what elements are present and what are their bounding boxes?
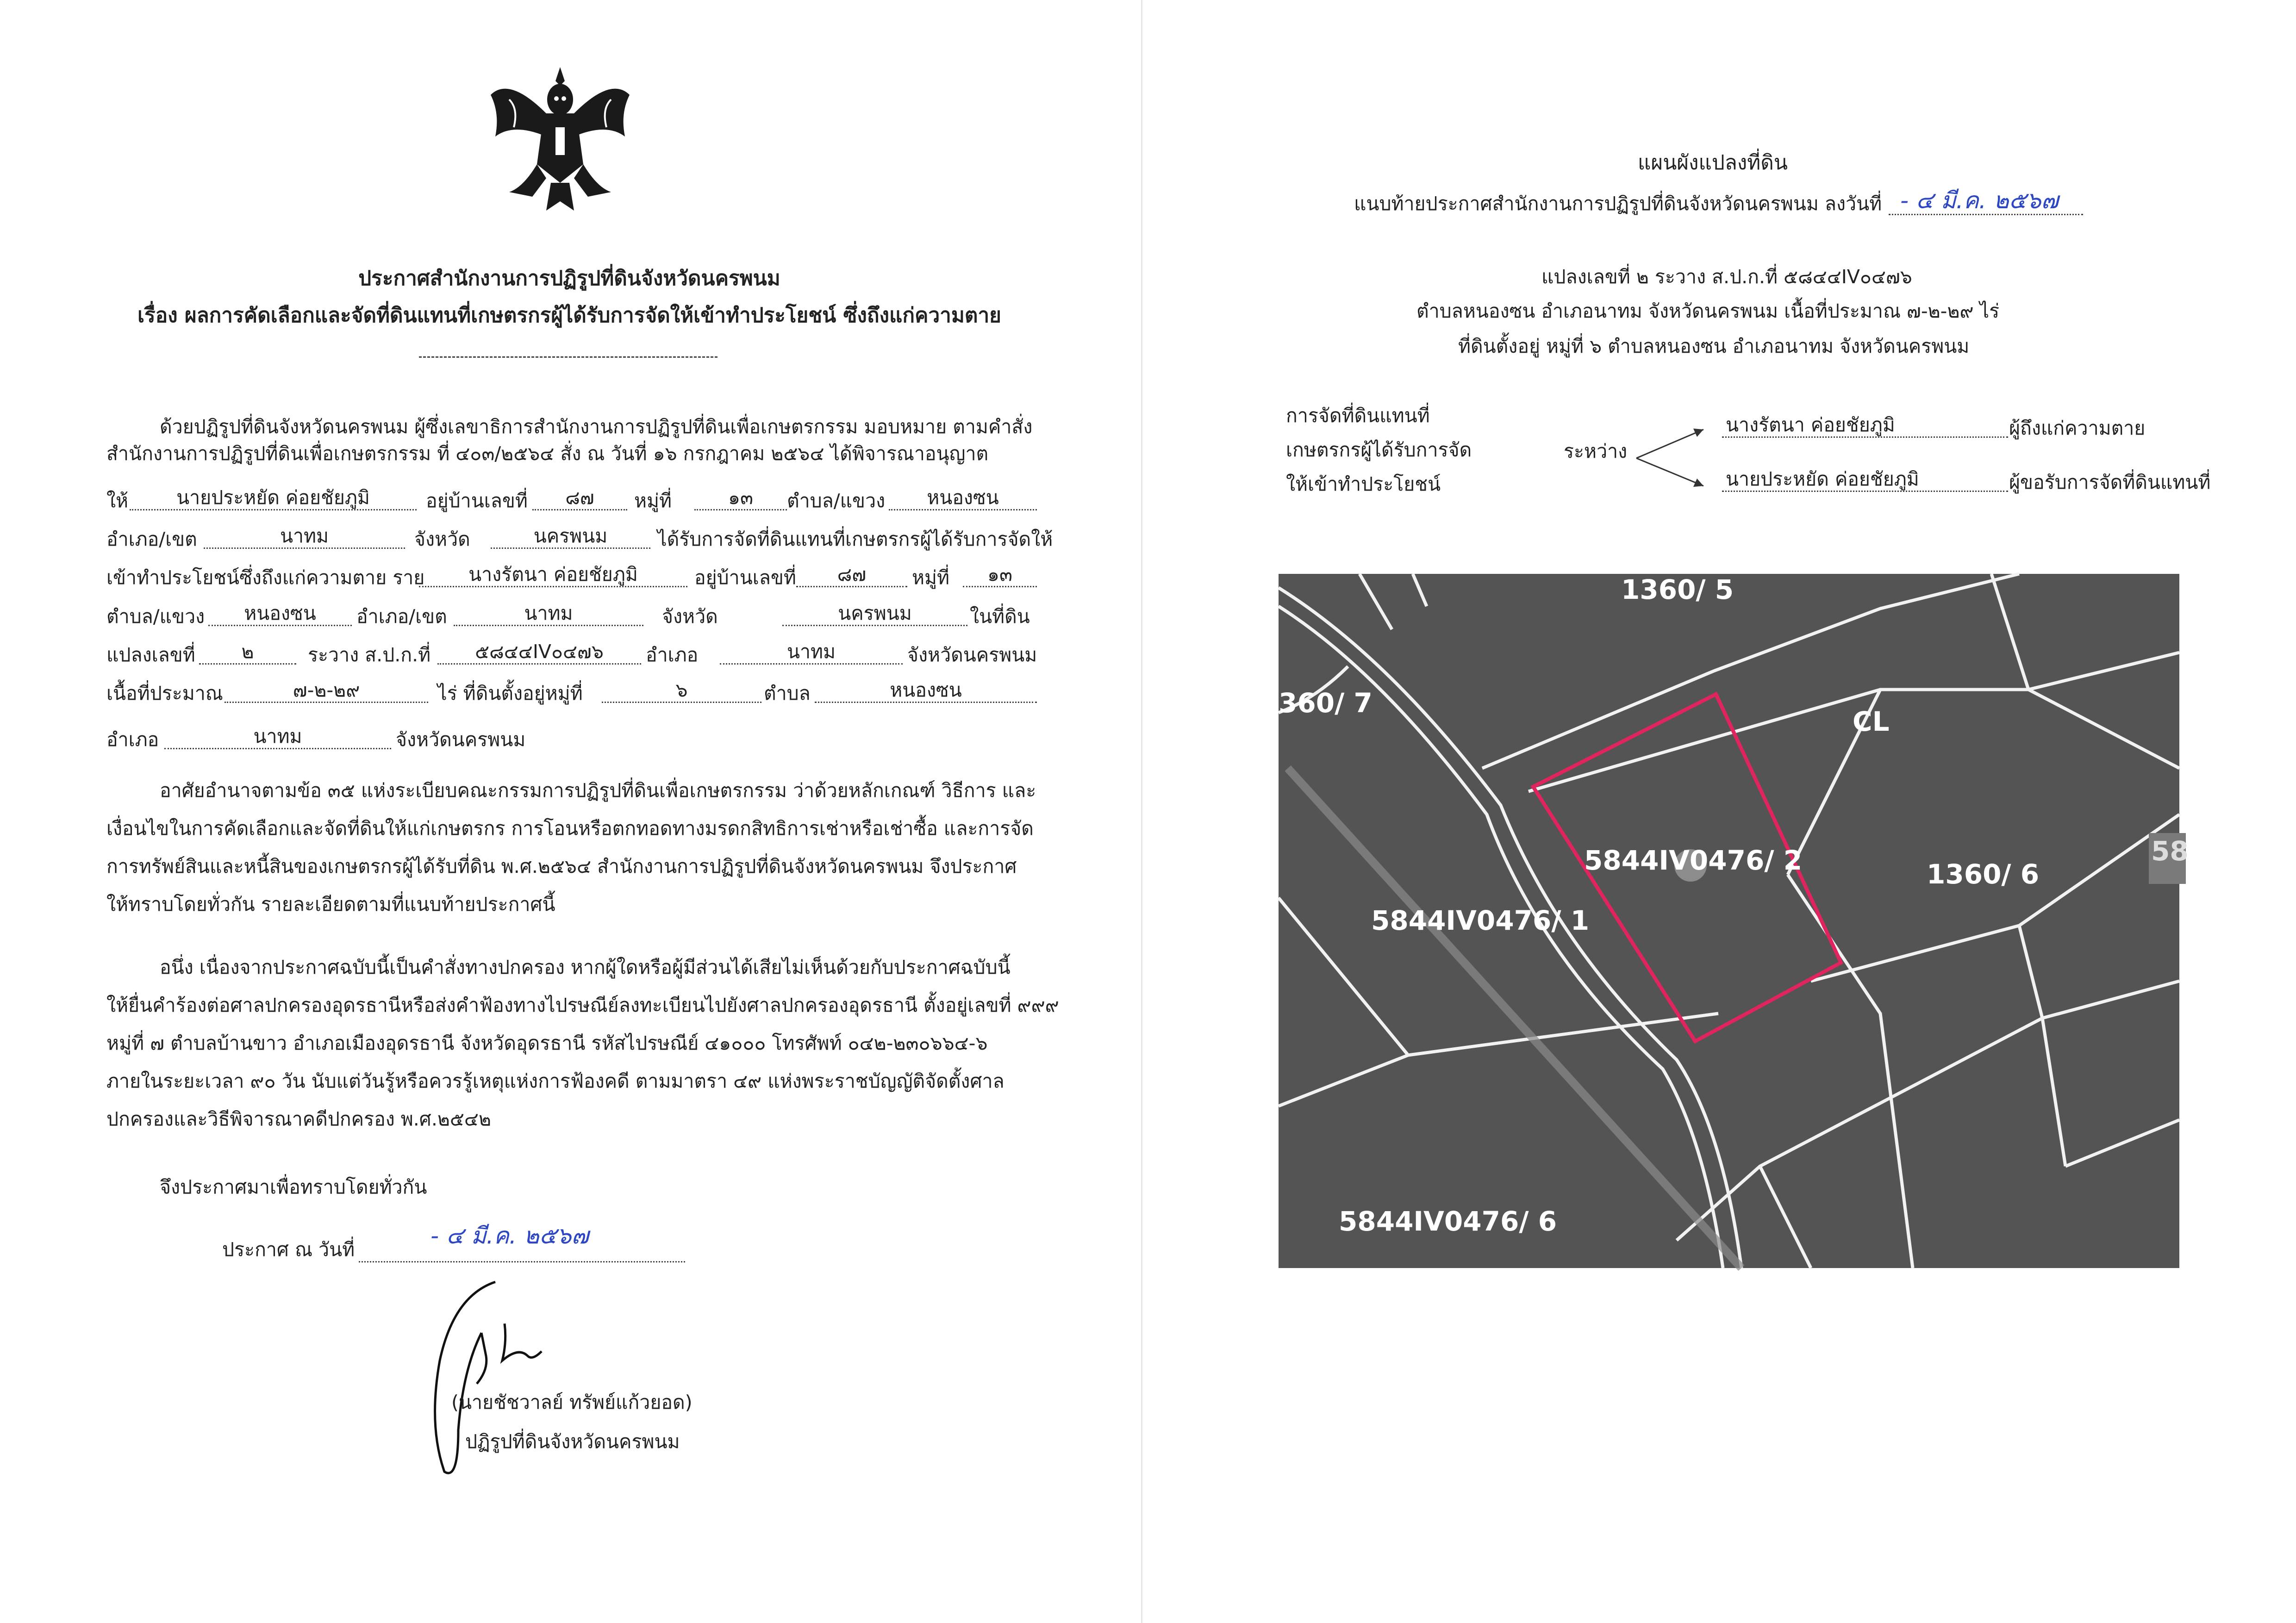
label-amphoe: อำเภอ/เขต <box>106 528 197 550</box>
map-label-360-7: 360/ 7 <box>1279 687 1373 719</box>
label-province-3: จังหวัดนครพนม <box>907 644 1037 666</box>
attach-date: - ๔ มี.ค. ๒๕๖๗ <box>1900 187 2059 214</box>
person2-role: ผู้ขอรับการจัดที่ดินแทนที่ <box>2009 471 2211 493</box>
label-deceased: เข้าทำประโยชน์ซึ่งถึงแก่ความตาย ราย <box>106 566 425 589</box>
label-plot-no: แปลงเลขที่ <box>106 644 195 666</box>
label-moo: หมู่ที่ <box>634 490 672 512</box>
title-line-1: ประกาศสำนักงานการปฏิรูปที่ดินจังหวัดนครพนม <box>358 267 780 290</box>
para1-line-1: ด้วยปฏิรูปที่ดินจังหวัดนครพนม ผู้ซึ่งเลขาธิการสำนักงานการปฏิรูปที่ดินเพื่อเกษตรกรรม มอบหมาย ตามคำสั่ง <box>160 416 1033 438</box>
amphoe-2: นาทม <box>454 604 643 626</box>
signer-name: (นายชัชวาลย์ ทรัพย์แก้วยอด) <box>451 1391 693 1413</box>
attach-date-underline <box>1889 214 2083 215</box>
deceased-name: นางรัตนา ค่อยชัยภูมิ <box>419 565 687 587</box>
label-in-land: ในที่ดิน <box>970 605 1030 628</box>
label-tambon: ตำบล/แขวง <box>787 490 886 512</box>
province: นครพนม <box>491 527 650 549</box>
signer-title: ปฏิรูปที่ดินจังหวัดนครพนม <box>465 1430 680 1453</box>
map-label-1360-6: 1360/ 6 <box>1927 858 2040 890</box>
date-label: ประกาศ ณ วันที่ <box>222 1238 355 1261</box>
recipient-name: นายประหยัด ค่อยชัยภูมิ <box>130 488 417 510</box>
map-label-cl: CL <box>1853 706 1890 737</box>
label-house-no: อยู่บ้านเลขที่ <box>426 490 528 512</box>
house-no-2: ๘๗ <box>796 565 907 587</box>
label-to: ให้ <box>106 490 129 512</box>
map-title: แผนผังแปลงที่ดิน <box>1638 151 1788 174</box>
date-underline <box>359 1261 685 1262</box>
label-rai-location: ไร่ ที่ดินตั้งอยู่หมู่ที่ <box>437 682 583 704</box>
map-label-5844iv0476-2: 5844IV0476/ 2 <box>1584 845 1803 876</box>
garuda-emblem <box>481 58 639 215</box>
map-label-5844iv0476-6: 5844IV0476/ 6 <box>1339 1206 1557 1237</box>
label-house-no-2: อยู่บ้านเลขที่ <box>694 566 796 589</box>
page-divider <box>1141 0 1142 1623</box>
label-province: จังหวัด <box>414 528 470 550</box>
between-label: ระหว่าง <box>1564 440 1628 462</box>
label-moo-2: หมู่ที่ <box>912 566 950 589</box>
cadastral-map <box>1279 574 2189 1268</box>
person1-role: ผู้ถึงแก่ความตาย <box>2009 417 2146 439</box>
allocation-label-1: การจัดที่ดินแทนที่ <box>1286 404 1430 427</box>
label-amphoe-3: อำเภอ <box>646 644 699 666</box>
signature <box>426 1277 657 1486</box>
para3-line-1: อนึ่ง เนื่องจากประกาศฉบับนี้เป็นคำสั่งทางปกครอง หากผู้ใดหรือผู้มีส่วนได้เสียไม่เห็นด้วยกับประกาศฉบับนี้ <box>160 956 1011 978</box>
allocation-label-3: ให้เข้าทำประโยชน์ <box>1286 473 1441 495</box>
para2-line-4: ให้ทราบโดยทั่วกัน รายละเอียดตามที่แนบท้ายประกาศนี้ <box>106 893 555 915</box>
attach-line: แนบท้ายประกาศสำนักงานการปฏิรูปที่ดินจังหวัดนครพนม ลงวันที่ <box>1354 193 1882 215</box>
title-line-2: เรื่อง ผลการคัดเลือกและจัดที่ดินแทนที่เกษตรกรผู้ได้รับการจัดให้เข้าทำประโยชน์ ซึ่งถึงแก่ความตาย <box>137 304 1001 327</box>
location-line: ตำบลหนองซน อำเภอนาทม จังหวัดนครพนม เนื้อที่ประมาณ ๗-๒-๒๙ ไร่ <box>1416 300 2000 322</box>
para2-line-1: อาศัยอำนาจตามข้อ ๓๕ แห่งระเบียบคณะกรรมการปฏิรูปที่ดินเพื่อเกษตรกรรม ว่าด้วยหลักเกณฑ์ วิธีการ และ <box>160 779 1036 802</box>
label-amphoe-2: อำเภอ/เขต <box>356 605 447 628</box>
address-line: ที่ดินตั้งอยู่ หมู่ที่ ๖ ตำบลหนองซน อำเภอนาทม จังหวัดนครพนม <box>1458 335 1970 357</box>
para3-line-4: ภายในระยะเวลา ๙๐ วัน นับแต่วันรู้หรือควรรู้เหตุแห่งการฟ้องคดี ตามมาตรา ๔๙ แห่งพระราชบัญญัติจัดตั้งศาล <box>106 1070 1004 1092</box>
amphoe: นาทม <box>204 527 405 549</box>
person2-name: นายประหยัด ค่อยชัยภูมิ <box>1722 470 2008 492</box>
map-label-5844iv0476-1: 5844IV0476/ 1 <box>1371 905 1590 936</box>
label-tambon-2: ตำบล/แขวง <box>106 605 205 628</box>
para3-line-5: ปกครองและวิธีพิจารณาคดีปกครอง พ.ศ.๒๕๔๒ <box>106 1108 491 1130</box>
plot-no: ๒ <box>199 642 296 665</box>
title-divider <box>419 356 718 358</box>
person1-name: นางรัตนา ค่อยชัยภูมิ <box>1722 416 2008 438</box>
house-no: ๘๗ <box>532 488 627 510</box>
closing-statement: จึงประกาศมาเพื่อทราบโดยทั่วกัน <box>160 1176 427 1198</box>
label-tambon-3: ตำบล <box>764 682 811 704</box>
label-received: ได้รับการจัดที่ดินแทนที่เกษตรกรผู้ได้รับการจัดให้ <box>657 528 1053 550</box>
amphoe-3: นาทม <box>720 642 903 665</box>
allocation-label-2: เกษตรกรผู้ได้รับการจัด <box>1286 439 1472 461</box>
tambon-2: หนองซน <box>208 604 352 626</box>
branch-arrows-icon <box>1634 421 1708 495</box>
label-province-2: จังหวัด <box>662 605 718 628</box>
amphoe-4: นาทม <box>164 727 391 749</box>
tambon-3: หนองซน <box>815 681 1037 703</box>
map-label-58: 58 <box>2151 835 2189 867</box>
label-province-4: จังหวัดนครพนม <box>396 728 526 751</box>
para3-line-2: ให้ยื่นคำร้องต่อศาลปกครองอุดรธานีหรือส่งคำฟ้องทางไปรษณีย์ลงทะเบียนไปยังศาลปกครองอุดรธานี ตั้งอยู่เลขที่ ๙๙๙ <box>106 994 1059 1016</box>
label-amphoe-4: อำเภอ <box>106 728 159 751</box>
moo-3: ๖ <box>602 681 761 703</box>
label-area: เนื้อที่ประมาณ <box>106 682 223 704</box>
para2-line-3: การทรัพย์สินและหนี้สินของเกษตรกรผู้ได้รับที่ดิน พ.ศ.๒๕๖๔ สำนักงานการปฏิรูปที่ดินจังหวัดนครพนม จึงประกาศ <box>106 855 1017 877</box>
moo-2: ๑๓ <box>963 565 1037 587</box>
map-label-1360-5: 1360/ 5 <box>1621 574 1734 605</box>
para2-line-2: เงื่อนไขในการคัดเลือกและจัดที่ดินให้แก่เกษตรกร การโอนหรือตกทอดทางมรดกสิทธิการเช่าหรือเช่าซื้อ และการจัด <box>106 817 1034 839</box>
ravang-no: ๕๘๔๔IV๐๔๗๖ <box>437 642 641 665</box>
area: ๗-๒-๒๙ <box>225 681 428 703</box>
label-ravang: ระวาง ส.ป.ก.ที่ <box>308 644 431 666</box>
para1-line-2: สำนักงานการปฏิรูปที่ดินเพื่อเกษตรกรรม ที่ ๔๐๓/๒๕๖๔ สั่ง ณ วันที่ ๑๖ กรกฎาคม ๒๕๖๔ ได้พิจารณาอนุญาต <box>106 442 989 465</box>
tambon: หนองซน <box>889 488 1037 510</box>
para3-line-3: หมู่ที่ ๗ ตำบลบ้านขาว อำเภอเมืองอุดรธานี จังหวัดอุดรธานี รหัสไปรษณีย์ ๔๑๐๐๐ โทรศัพท์ ๐๔๒-๒๓๐๖๖๔-๖ <box>106 1032 988 1054</box>
moo: ๑๓ <box>694 488 787 510</box>
plot-line: แปลงเลขที่ ๒ ระวาง ส.ป.ก.ที่ ๕๘๔๔IV๐๔๗๖ <box>1541 266 1912 288</box>
date-handwritten: - ๔ มี.ค. ๒๕๖๗ <box>430 1222 589 1249</box>
province-2: นครพนม <box>782 604 967 626</box>
